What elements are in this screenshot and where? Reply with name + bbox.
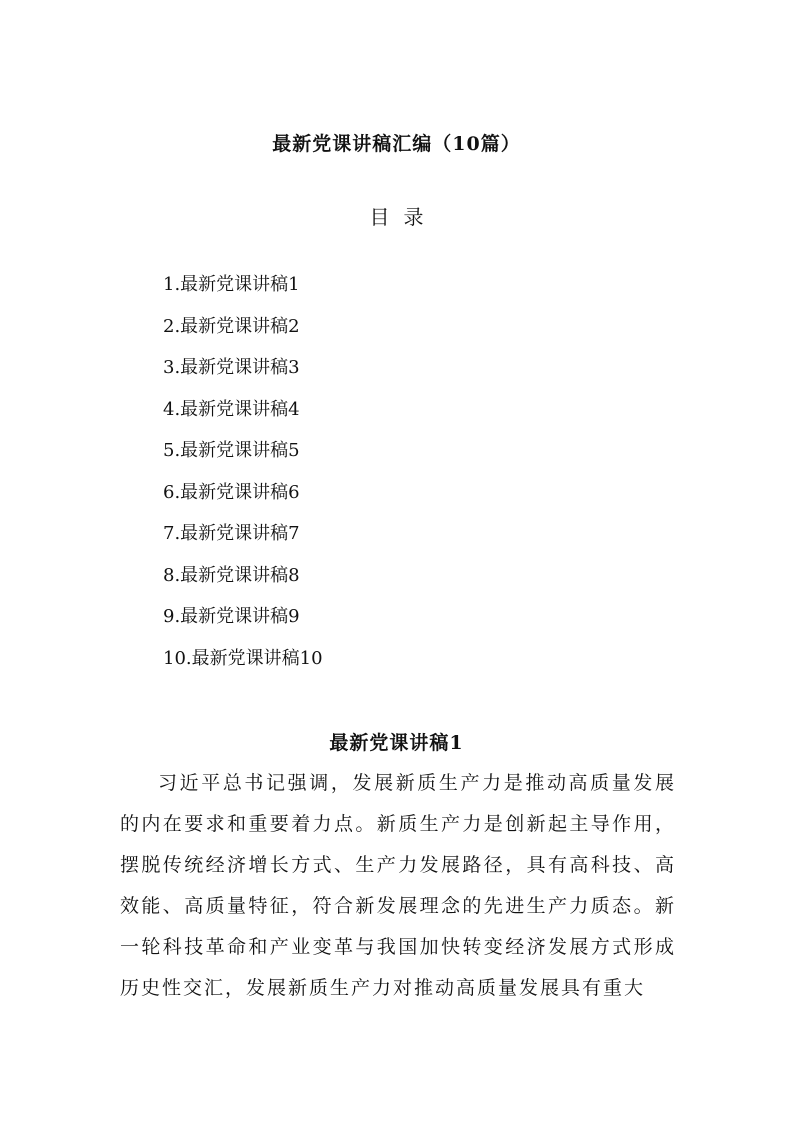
toc-heading: 目录	[369, 205, 438, 229]
toc-item[interactable]: 5.最新党课讲稿5	[163, 440, 300, 461]
toc-item[interactable]: 3.最新党课讲稿3	[163, 357, 300, 378]
toc-item[interactable]: 9.最新党课讲稿9	[163, 606, 300, 627]
section-body-paragraph: 习近平总书记强调，发展新质生产力是推动高质量发展的内在要求和重要着力点。新质生产力是创新起主导作用，摆脱传统经济增长方式、生产力发展路径，具有高科技、高效能、高质量特征，符合新发展理念的先进生产力质态。新一轮科技革命和产业变革与我国加快转变经济发展方式形成历史性交汇，发展新质生产力对推动高质量发展具有重大	[120, 772, 676, 999]
section-title: 最新党课讲稿1	[329, 732, 464, 754]
toc-item[interactable]: 6.最新党课讲稿6	[163, 481, 300, 503]
toc-item[interactable]: 8.最新党课讲稿8	[163, 564, 300, 586]
document-title: 最新党课讲稿汇编（10篇）	[272, 133, 521, 155]
toc-item[interactable]: 2.最新党课讲稿2	[163, 315, 300, 337]
toc-item[interactable]: 7.最新党课讲稿7	[163, 523, 300, 544]
toc-item[interactable]: 4.最新党课讲稿4	[163, 398, 300, 420]
toc-item[interactable]: 10.最新党课讲稿10	[163, 647, 323, 669]
table-of-contents	[163, 271, 323, 686]
toc-item[interactable]: 1.最新党课讲稿1	[163, 274, 300, 295]
